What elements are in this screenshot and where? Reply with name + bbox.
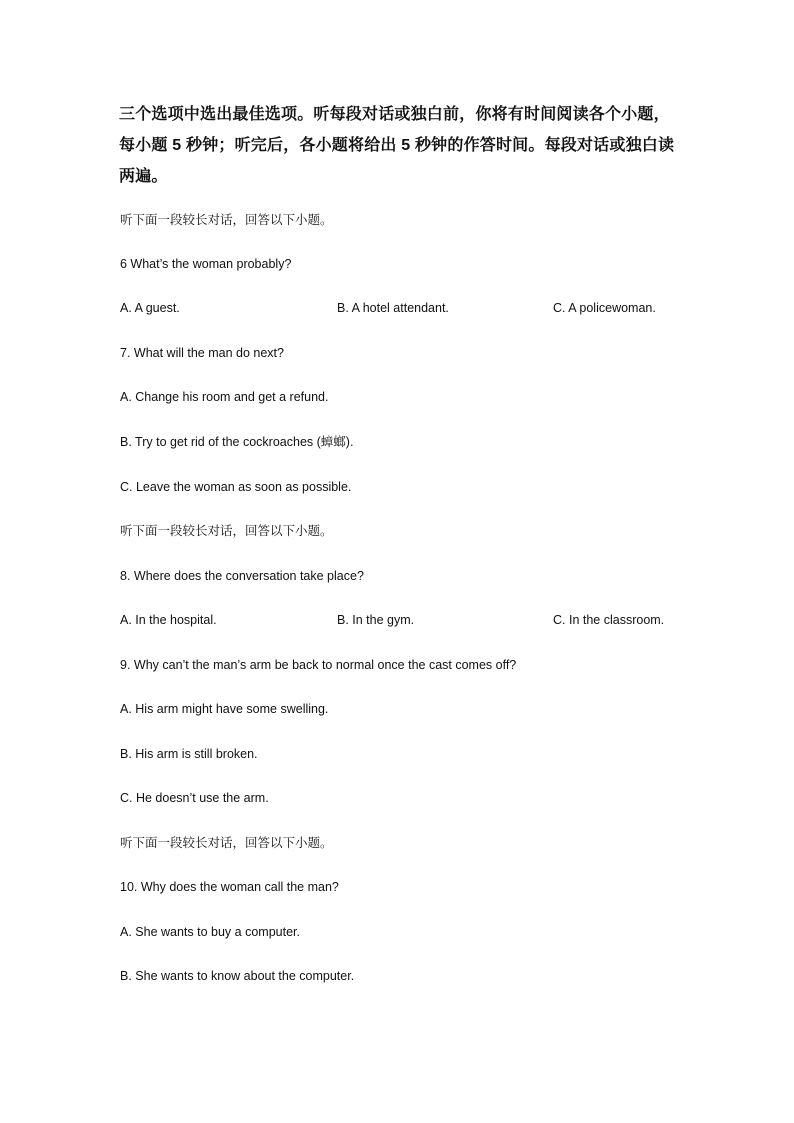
option-a: A. She wants to buy a computer. xyxy=(120,925,300,939)
option-a: A. In the hospital. xyxy=(120,613,217,627)
instructions-line: 两遍。 xyxy=(119,168,168,185)
option-c: C. He doesn’t use the arm. xyxy=(120,791,269,805)
section-header: 听下面一段较长对话，回答以下小题。 xyxy=(120,524,333,538)
question-stem: 6 What’s the woman probably? xyxy=(120,257,292,271)
option-b: B. A hotel attendant. xyxy=(337,301,449,315)
option-c: C. In the classroom. xyxy=(553,613,665,627)
instructions-paragraph xyxy=(119,99,679,192)
option-c: C. A policewoman. xyxy=(553,301,656,315)
instructions-line: 每小题 5 秒钟；听完后，各小题将给出 5 秒钟的作答时间。每段对话或独白读 xyxy=(119,137,675,154)
option-a: A. His arm might have some swelling. xyxy=(120,702,329,716)
question-stem: 8. Where does the conversation take place? xyxy=(120,569,364,583)
option-a: A. Change his room and get a refund. xyxy=(120,390,329,404)
section-header: 听下面一段较长对话，回答以下小题。 xyxy=(120,213,333,227)
option-row xyxy=(120,612,680,628)
instructions-line: 三个选项中选出最佳选项。听每段对话或独白前，你将有时间阅读各个小题， xyxy=(119,106,670,123)
option-c: C. Leave the woman as soon as possible. xyxy=(120,480,352,494)
option-a: A. A guest. xyxy=(120,301,180,315)
question-stem: 10. Why does the woman call the man? xyxy=(120,880,339,894)
option-b: B. Try to get rid of the cockroaches (蟑螂). xyxy=(120,435,354,449)
question-stem: 9. Why can’t the man’s arm be back to normal once the cast comes off? xyxy=(120,658,517,672)
option-row xyxy=(120,300,680,316)
option-b: B. In the gym. xyxy=(337,613,415,627)
section-header: 听下面一段较长对话，回答以下小题。 xyxy=(120,836,333,850)
option-b: B. She wants to know about the computer. xyxy=(120,969,355,983)
option-b: B. His arm is still broken. xyxy=(120,747,258,761)
question-stem: 7. What will the man do next? xyxy=(120,346,284,360)
